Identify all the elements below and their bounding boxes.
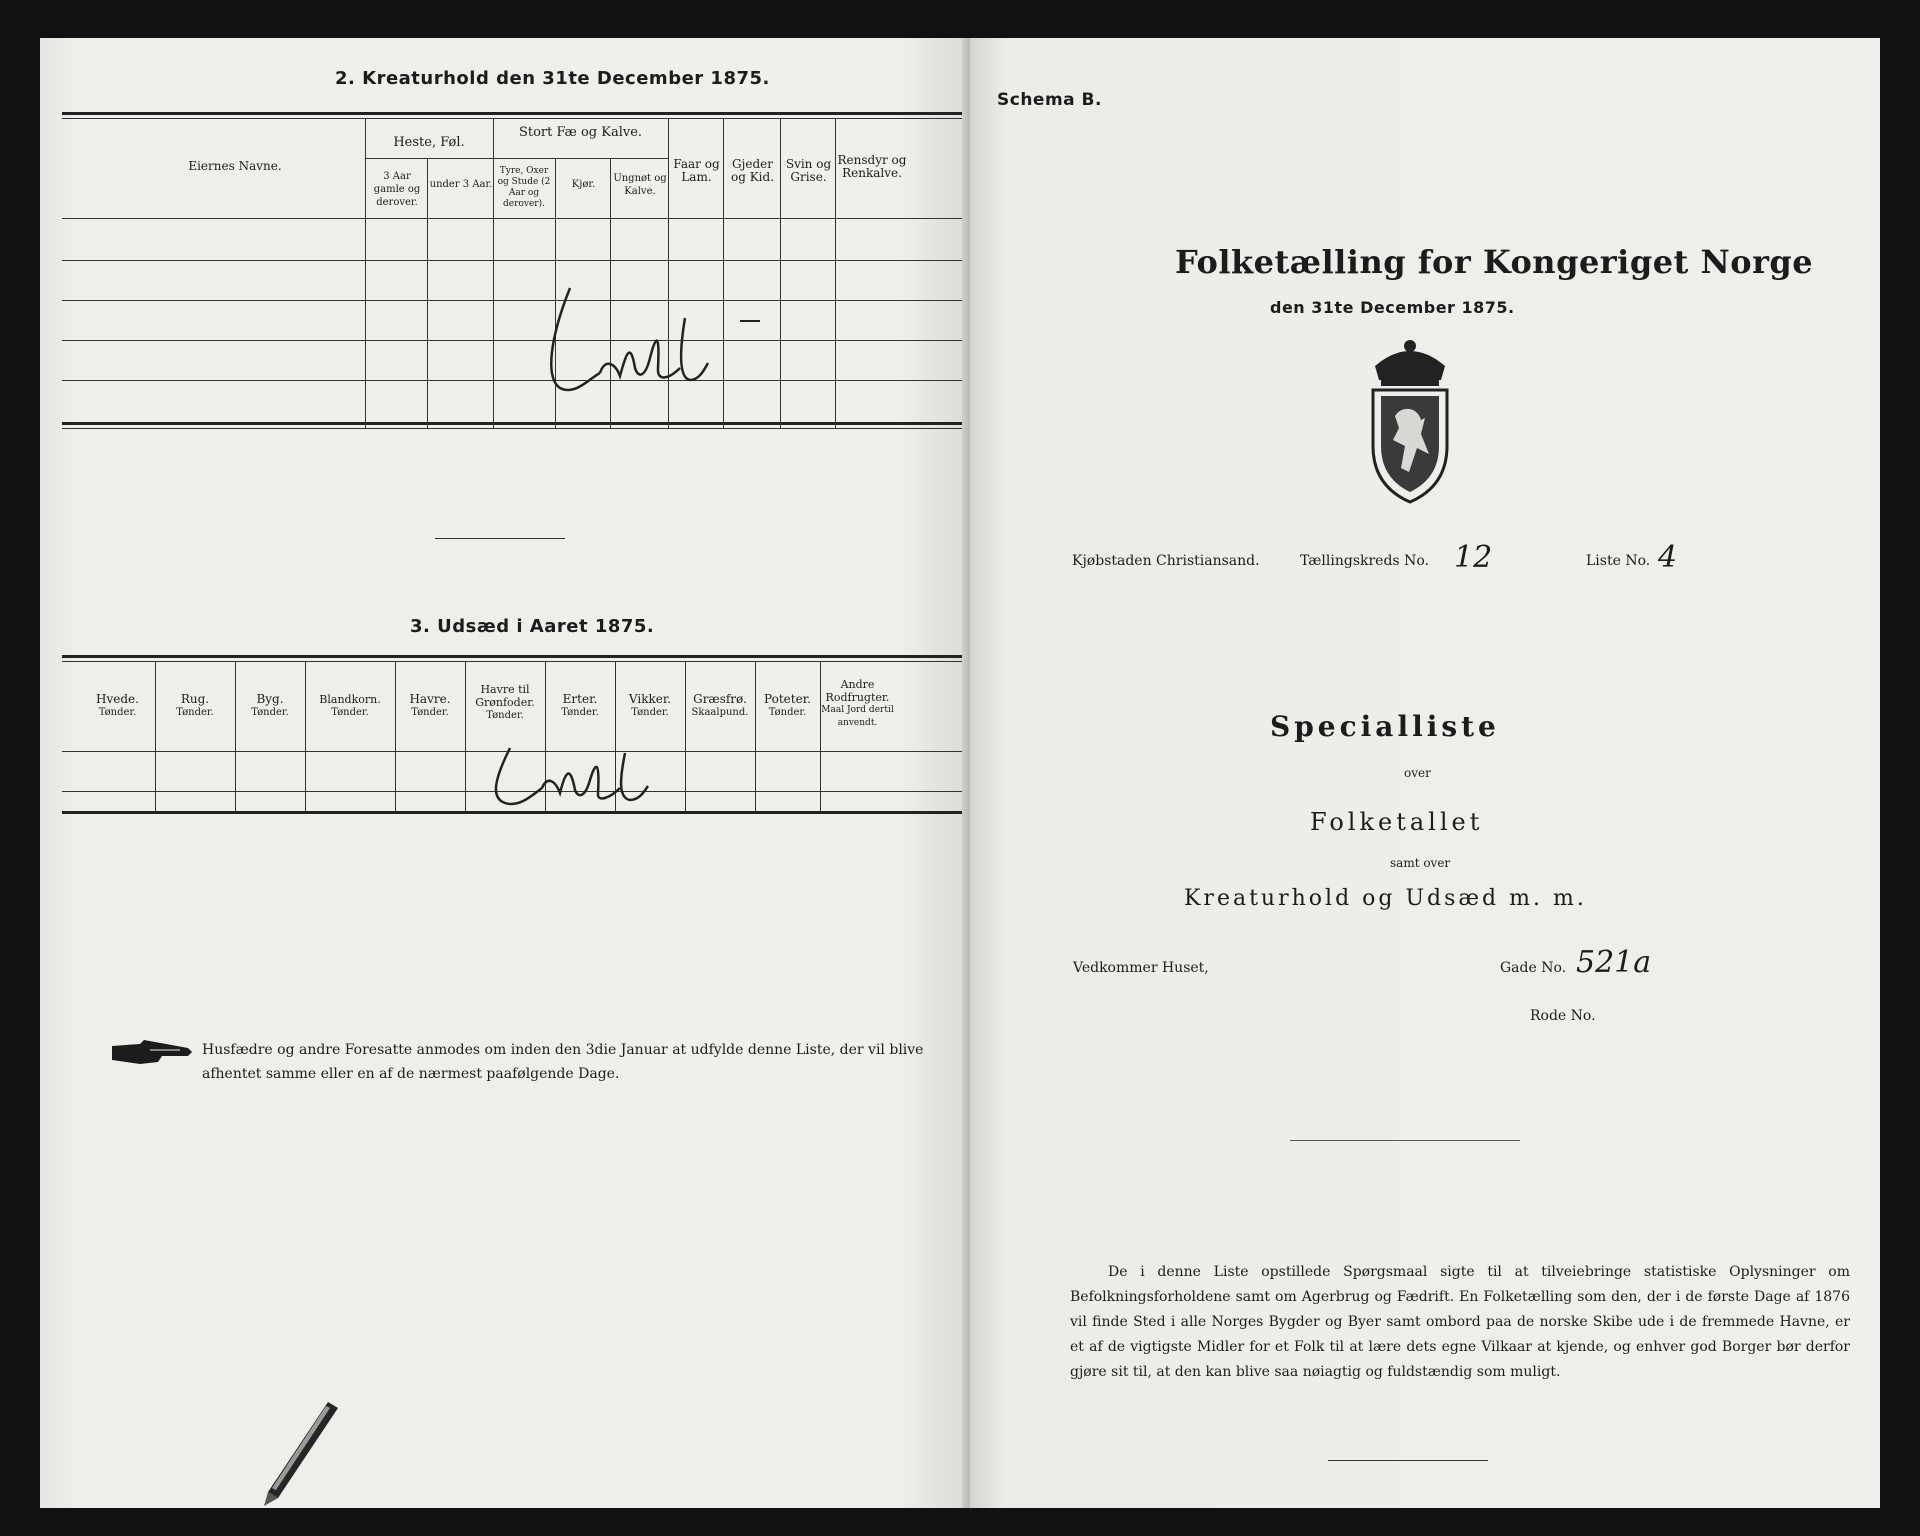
cattle-group-rule xyxy=(493,158,668,159)
kreaturhold-label: Kreaturhold og Udsæd m. m. xyxy=(1184,886,1587,911)
table2-row-rule xyxy=(62,340,970,341)
explanatory-paragraph: De i denne Liste opstillede Spørgsmaal sigte til at tilveiebringe statistiske Oplysninger om Befolkningsforholdene samt om Agerbrug og Fædrift. En Folketælling som den, der i de første Dage af 1876 vil finde Sted i alle Norges Bygder og Byer samt ombord paa de norske Skibe ude i de fremmede Havne, er et af de vigtigste Midler for et Folk til at lære dets egne Vilkaar at kjende, og enhver god Borger bør derfor gjøre sit til, at den kan blive saa nøiagtig og fuldstændig som muligt. xyxy=(1070,1264,1850,1380)
table2-row-rule xyxy=(62,380,970,381)
horses-young-header: under 3 Aar. xyxy=(429,179,493,190)
gade-label: Gade No. xyxy=(1500,960,1567,976)
table2-row-rule xyxy=(62,300,970,301)
crop-andre-rodfrugter: Andre Rodfrugter. Maal Jord dertil anvendt. xyxy=(821,678,894,728)
table3-top-rule xyxy=(62,655,970,658)
census-date: den 31te December 1875. xyxy=(1270,298,1515,317)
table2-col-divider xyxy=(780,118,781,428)
norway-coat-of-arms-icon xyxy=(1355,336,1465,506)
cattle-group-header: Stort Fæ og Kalve. xyxy=(518,125,643,140)
owner-header: Eiernes Navne. xyxy=(188,159,282,173)
right-page xyxy=(970,38,1880,1508)
horses-group-header: Heste, Føl. xyxy=(393,135,465,150)
folketallet-label: Folketallet xyxy=(1310,808,1484,836)
section-separator xyxy=(435,538,565,539)
district-value: 12 xyxy=(1454,540,1493,575)
crop-erter: Erter. Tønder. xyxy=(561,692,599,718)
closing-rule xyxy=(1328,1460,1488,1461)
crop-graesfro: Græsfrø. Skaalpund. xyxy=(691,692,749,718)
section3-heading: 3. Udsæd i Aaret 1875. xyxy=(410,616,655,637)
district-label: Tællingskreds No. xyxy=(1300,553,1429,569)
table2-col-divider xyxy=(427,158,428,428)
samt-over-label: samt over xyxy=(1390,856,1451,870)
table2-signature xyxy=(530,268,780,418)
cattle-cows-header: Kjør. xyxy=(571,179,596,190)
horses-old-header: 3 Aar gamle og derover. xyxy=(373,171,421,208)
table3-col-divider xyxy=(755,661,756,811)
specialliste-title: Specialliste xyxy=(1270,710,1500,743)
left-page xyxy=(40,38,970,1508)
crop-havre: Havre. Tønder. xyxy=(409,692,451,718)
table2-col-divider xyxy=(365,118,366,428)
table3-signature xyxy=(480,738,740,818)
table2-top-rule-2 xyxy=(62,118,970,119)
table2-header-rule xyxy=(62,218,970,219)
section2-heading: 2. Kreaturhold den 31te December 1875. xyxy=(335,68,770,89)
pen-icon xyxy=(250,1398,340,1508)
table2-top-rule xyxy=(62,112,970,115)
pigs-header: Svin og Grise. xyxy=(785,157,832,184)
cattle-bulls-header: Tyre, Oxer og Stude (2 Aar og derover). xyxy=(497,166,551,209)
crop-blandkorn: Blandkorn. Tønder. xyxy=(319,693,381,718)
divider-rule xyxy=(1290,1140,1520,1141)
table3-col-divider xyxy=(395,661,396,811)
schema-label: Schema B. xyxy=(997,90,1102,110)
crop-vikker: Vikker. Tønder. xyxy=(628,692,672,718)
house-label: Vedkommer Huset, xyxy=(1073,960,1209,976)
table3-col-divider xyxy=(155,661,156,811)
list-value: 4 xyxy=(1658,540,1678,575)
pointing-hand-icon xyxy=(110,1038,200,1068)
crop-poteter: Poteter. Tønder. xyxy=(764,692,811,718)
horse-group-rule xyxy=(365,158,493,159)
table2-bottom-rule-2 xyxy=(62,428,970,429)
over-label: over xyxy=(1404,766,1431,780)
table3-col-divider xyxy=(235,661,236,811)
crop-hvede: Hvede. Tønder. xyxy=(96,692,139,718)
cattle-young-header: Ungnøt og Kalve. xyxy=(613,173,667,197)
table2-bottom-rule xyxy=(62,422,970,425)
goats-header: Gjeder og Kid. xyxy=(730,157,775,184)
table3-top-rule-2 xyxy=(62,661,970,662)
table2-col-divider xyxy=(493,118,494,428)
reindeer-header: Rensdyr og Renkalve. xyxy=(837,153,907,180)
table3-col-divider xyxy=(305,661,306,811)
collection-notice: Husfædre og andre Foresatte anmodes om inden den 3die Januar at udfylde denne Liste, der vil blive afhentet samme eller en af de nærmest paafølgende Dage. xyxy=(202,1042,924,1082)
list-label: Liste No. xyxy=(1586,553,1651,569)
location-label: Kjøbstaden Christiansand. xyxy=(1072,553,1260,569)
crop-havre-gronfoder: Havre til Grønfoder. Tønder. xyxy=(475,683,535,721)
crop-byg: Byg. Tønder. xyxy=(251,692,289,718)
sheep-header: Faar og Lam. xyxy=(673,157,720,184)
census-title: Folketælling for Kongeriget Norge xyxy=(1175,243,1814,281)
table2-col-divider xyxy=(835,118,836,428)
crop-rug: Rug. Tønder. xyxy=(176,692,214,718)
table2-row-rule xyxy=(62,260,970,261)
rode-label: Rode No. xyxy=(1530,1008,1596,1024)
gade-value: 521a xyxy=(1576,945,1652,980)
